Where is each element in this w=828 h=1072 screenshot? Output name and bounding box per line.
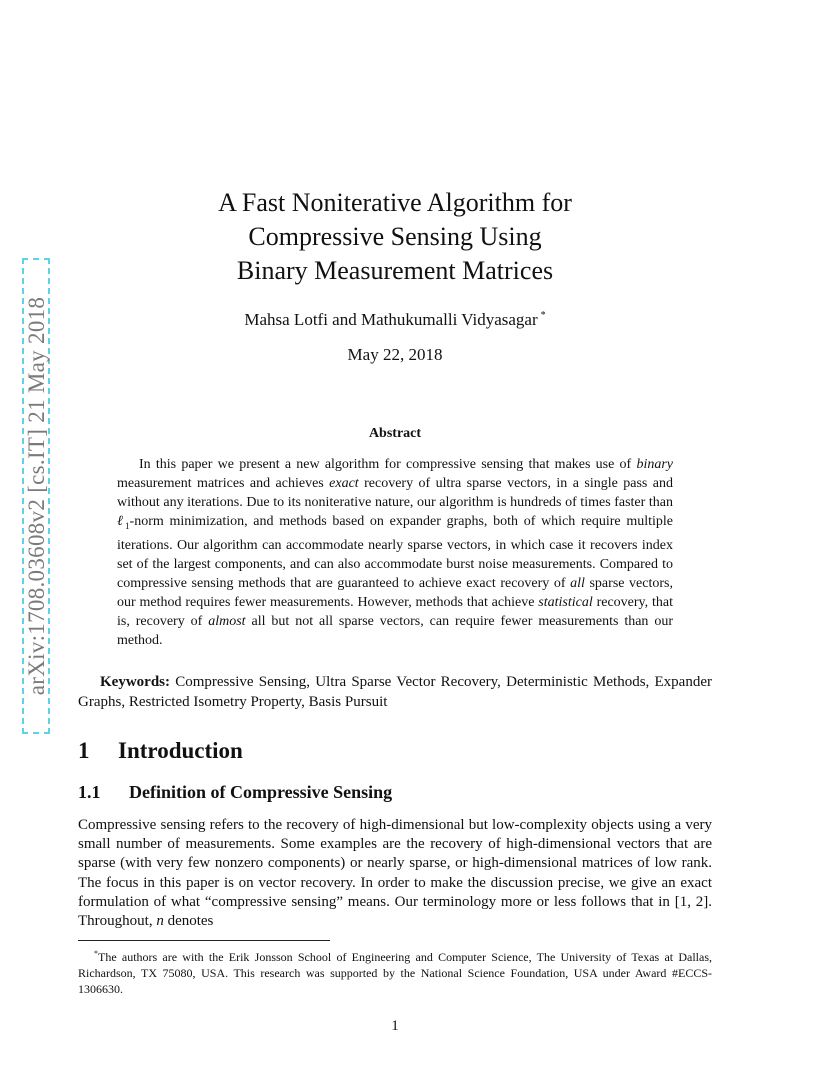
subsection-number: 1.1: [78, 782, 101, 802]
section-heading: [78, 738, 243, 764]
abstract-emph-almost: almost: [208, 613, 246, 629]
abstract-text: recovery, that is, recovery of: [117, 594, 673, 629]
abstract-emph-all: all: [570, 575, 585, 591]
page-number: 1: [391, 1018, 399, 1034]
abstract-emph-exact: exact: [329, 476, 359, 491]
body-text: Compressive sensing refers to the recovery of high-dimensional but low-complexity objects using a very small number of measurements. Some examples are the recovery of high-dimensional vectors that are sparse (with very few nonzero components) or nearly sparse, or high-dimensional matrices of low rank. The focus in this paper is on vector recovery. In order to make the discussion precise, we give an exact formulation of what “compressive sensing” means. Our terminology more or less follows that in [1, 2]. Throughout,: [78, 817, 712, 930]
subsection-title: Definition of Compressive Sensing: [129, 782, 393, 802]
author-footnote-mark: *: [540, 310, 546, 322]
footnote-text: The authors are with the Erik Jonsson School of Engineering and Computer Science, The University of Texas at Dallas, Richardson, TX 75080, USA. This research was supported by the National Science Foundation, USA under Award #ECCS-1306630.: [78, 950, 712, 996]
abstract-emph-binary: binary: [636, 457, 674, 472]
abstract-text: -norm minimization, and methods based on expander graphs, both of which require multiple iterations. Our algorithm can accommodate nearly sparse vectors, in which case it recovers index set of the largest components, and can also accommodate burst noise measurements. Compared to compressive sensing methods that are guaranteed to achieve exact recovery of: [117, 514, 673, 591]
keywords: [78, 672, 712, 712]
paper-title-line-1: A Fast Noniterative Algorithm for: [218, 188, 572, 217]
body-paragraph: [78, 816, 712, 931]
abstract-text: recovery of ultra sparse vectors, in a single pass and without any iterations. Due to its noniterative nature, our algorithm is hundreds of times faster than: [117, 476, 673, 510]
authors: [0, 310, 790, 330]
footnote-mark: *: [94, 949, 98, 958]
keywords-text: Compressive Sensing, Ultra Sparse Vector Recovery, Deterministic Methods, Expander Graphs, Restricted Isometry Property, Basis Pursuit: [78, 674, 712, 710]
section-title: Introduction: [118, 738, 243, 763]
body-text: denotes: [163, 913, 214, 930]
abstract-text: sparse vectors, our method requires fewer measurements. However, methods that achieve: [117, 575, 673, 610]
abstract-text: all but not all sparse vectors, can require fewer measurements than our method.: [117, 613, 673, 648]
keywords-label: Keywords:: [100, 674, 170, 690]
footnote: [78, 946, 712, 997]
abstract-body: [117, 455, 673, 650]
author-names: Mahsa Lotfi and Mathukumalli Vidyasagar: [244, 310, 538, 329]
abstract-text: In this paper we present a new algorithm for compressive sensing that makes use of: [139, 457, 632, 472]
subsection-heading: [78, 782, 392, 803]
abstract-emph-statistical: statistical: [538, 594, 593, 610]
math-ell: ℓ: [117, 514, 126, 529]
math-subscript: 1: [125, 520, 130, 531]
arxiv-identifier: arXiv:1708.03608v2 [cs.IT] 21 May 2018: [24, 296, 49, 696]
abstract-heading: Abstract: [368, 426, 422, 441]
math-n: n: [156, 913, 164, 930]
paper-date: May 22, 2018: [347, 345, 443, 364]
paper-title-line-3: Binary Measurement Matrices: [236, 256, 554, 285]
section-number: 1: [78, 738, 90, 763]
abstract-text: measurement matrices and achieves: [117, 476, 330, 491]
footnote-rule: [78, 940, 330, 941]
paper-title-line-2: Compressive Sensing Using: [248, 222, 542, 251]
